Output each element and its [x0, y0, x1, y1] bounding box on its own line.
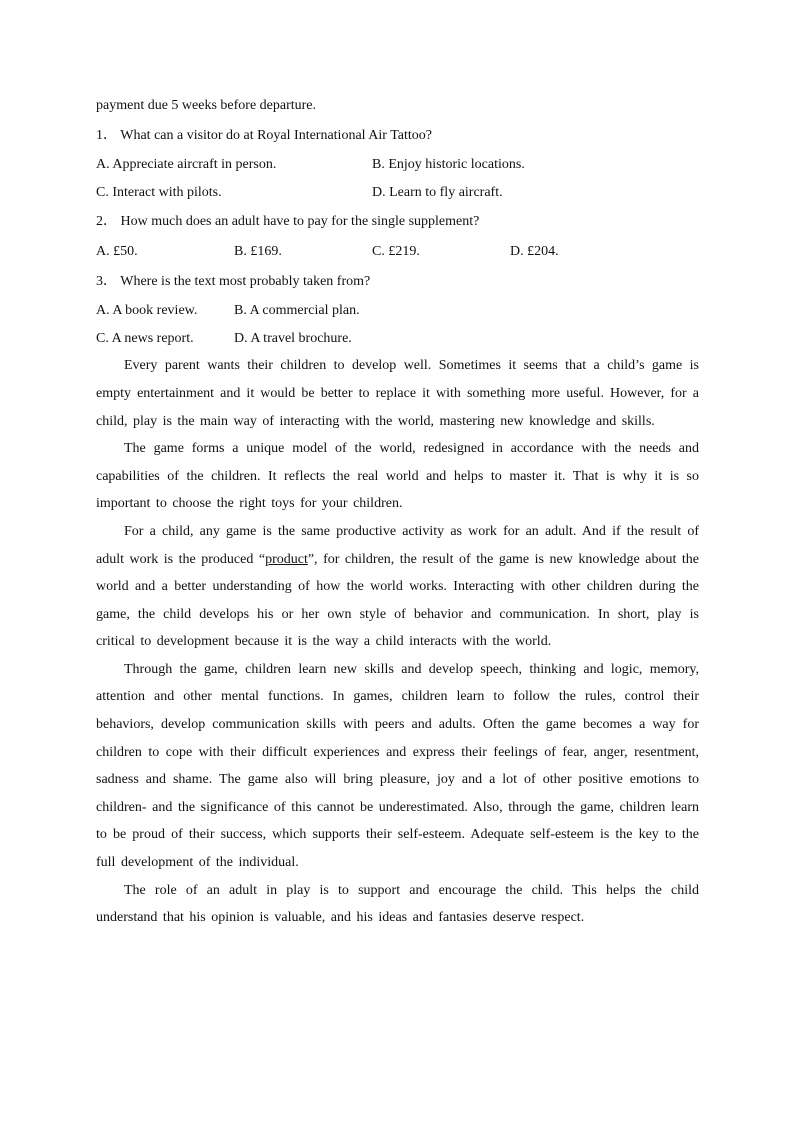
question-3-stem: 3． Where is the text most probably taken from?	[96, 273, 371, 289]
question-1-options-row-2	[96, 179, 699, 207]
question-3-option-a: A. A book review.	[96, 303, 198, 319]
question-1-option-b: B. Enjoy historic locations.	[372, 157, 525, 173]
question-1-option-a: A. Appreciate aircraft in person.	[96, 157, 277, 173]
question-1-options-row-1	[96, 151, 699, 179]
passage-paragraph-5: The role of an adult in play is to support and encourage the child. This helps the child understand that his opinion is valuable, and his ideas and fantasies deserve respect.	[96, 882, 699, 926]
question-1-option-d: D. Learn to fly aircraft.	[372, 184, 503, 200]
paragraph-3-text-end: ”, for children, the result of the game is new knowledge about the world and a better understanding of how the world works. Interacting with other children during the game, the child develops his or her own style of behavior and communication. In short, play is critical to development because it is the way a child interacts with the world.	[96, 551, 699, 650]
question-3-option-d: D. A travel brochure.	[234, 330, 352, 346]
passage-paragraph-3	[96, 518, 699, 656]
question-3-option-b: B. A commercial plan.	[234, 303, 360, 319]
question-2-stem: 2． How much does an adult have to pay for the single supplement?	[96, 214, 480, 230]
paragraph-3-text-start: For a child, any game is the same productive activity as work for an adult. And if the result of adult work is the produced “	[96, 523, 699, 567]
question-3-options-row-2	[96, 325, 699, 353]
question-2-option-a: A. £50.	[96, 243, 138, 259]
underlined-word-product: product	[265, 551, 308, 567]
question-2-options-row	[96, 238, 699, 266]
lead-line: payment due 5 weeks before departure.	[96, 98, 317, 113]
question-1-stem: 1． What can a visitor do at Royal International Air Tattoo?	[96, 127, 432, 143]
question-2-option-c: C. £219.	[372, 243, 420, 259]
passage-paragraph-4: Through the game, children learn new skills and develop speech, thinking and logic, memory, attention and other mental functions. In games, children learn to follow the rules, control their behaviors, develop communication skills with peers and adults. Often the game becomes a way for children to cope with their difficult experiences and express their feelings of fear, anger, resentment, sadness and shame. The game also will bring pleasure, joy and a lot of other positive emotions to children- and the significance of this cannot be underestimated. Also, through the game, children learn to be proud of their success, which supports their self-esteem. Adequate self-esteem is the key to the full development of the individual.	[96, 661, 699, 871]
question-1-option-c: C. Interact with pilots.	[96, 184, 222, 200]
passage-paragraph-2: The game forms a unique model of the world, redesigned in accordance with the needs and capabilities of the children. It reflects the real world and helps to master it. That is why it is so important to choose the right toys for your children.	[96, 441, 699, 512]
question-2-option-d: D. £204.	[510, 243, 559, 259]
question-2-option-b: B. £169.	[234, 243, 282, 259]
document-page	[96, 92, 699, 932]
question-3-options-row-1	[96, 297, 699, 325]
question-3-option-c: C. A news report.	[96, 330, 194, 346]
passage-paragraph-1: Every parent wants their children to develop well. Sometimes it seems that a child’s game is empty entertainment and it would be better to replace it with something more useful. However, for a child, play is the main way of interacting with the world, mastering new knowledge and skills.	[96, 358, 699, 429]
